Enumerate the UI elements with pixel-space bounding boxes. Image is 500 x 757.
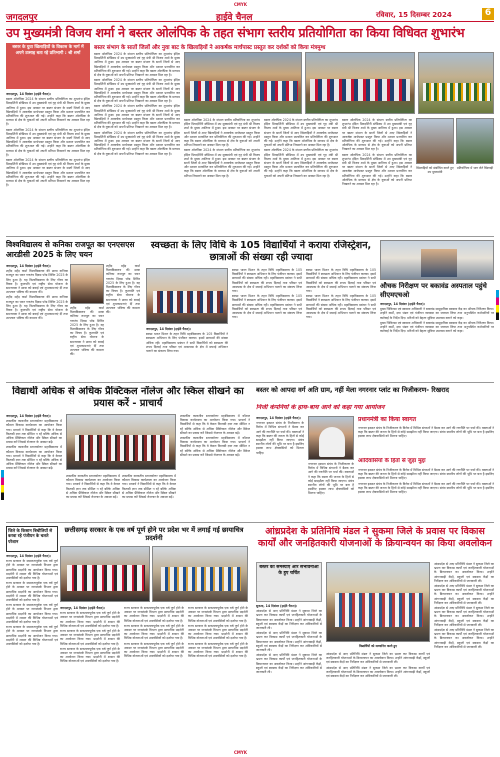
sukma-body-text-b: आंध्रप्रदेश से आए प्रतिनिधि मंडल ने सुकमा जिले का भ्रमण कर विकास कार्यों एवं जनहितकारी योजनाओं के क्रियान्वयन का अवलोकन किया। उन्होंने आंगनबाड़ी केंद्रों, स्कूलों एवं स्वास्थ्य केंद्रों का निरीक्षण कर अधिकारियों से जानकारी ली।	[256, 631, 322, 653]
farmer-body-text-d: राज्य सरकार के सफलतापूर्वक एक वर्ष पूर्ण होने के अवसर पर जनसंपर्क विभाग द्वारा छायाचित्र प्रदर्शनी का आयोजन किया गया। प्रदर्शनी में शासन की विभिन्न योजनाओं एवं उपलब्धियों को दर्शाया गया है।	[6, 625, 58, 647]
lead-body-text-repeat: बस्तर ओलंपिक 2024 के संभाग स्तरीय प्रतियोगिता का शुभारंभ इंदिरा प्रियदर्शिनी स्टेडियम में उप मुख्यमंत्री एवं गृह मंत्री श्री विजय शर्मा के मुख्य आतिथ्य में हुआ। इस अवसर पर बस्तर संभाग के सातों जिलों से आए खिलाड़ियों ने आकर्षक मार्चपास्ट प्रस्तुत किया और मशाल प्रज्वलित कर प्रतियोगिता की शुरुआत की गई। उन्होंने कहा कि बस्तर ओलंपिक के माध्यम से क्षेत्र के युवाओं को अपनी प्रतिभा निखारने का अवसर मिल रहा है।	[6, 127, 90, 157]
sukma-dateline: सुकमा, 14 दिसंबर (हाईवे चैनल)।	[256, 604, 298, 608]
swachhata-photo	[146, 268, 228, 324]
lead-photo-5	[456, 118, 494, 164]
kanika-dateline: जगदलपुर, 14 दिसंबर (हाईवे चैनल)।	[6, 264, 51, 268]
exhibition-body-a	[60, 606, 120, 750]
lead-body-text-col5: बस्तर ओलंपिक 2024 के संभाग स्तरीय प्रतियोगिता का शुभारंभ इंदिरा प्रियदर्शिनी स्टेडियम में उप मुख्यमंत्री एवं गृह मंत्री श्री विजय शर्मा के मुख्य आतिथ्य में हुआ। इस अवसर पर बस्तर संभाग के सातों जिलों से आए खिलाड़ियों ने आकर्षक मार्चपास्ट प्रस्तुत किया और मशाल प्रज्वलित कर प्रतियोगिता की शुरुआत की गई। उन्होंने कहा कि बस्तर ओलंपिक के माध्यम से क्षेत्र के युवाओं को अपनी प्रतिभा निखारने का अवसर मिल रहा है।	[342, 118, 412, 152]
masthead-city: जगदलपुर	[6, 13, 38, 23]
sukma-body-text-i: आंध्रप्रदेश से आए प्रतिनिधि मंडल ने सुकमा जिले का भ्रमण कर विकास कार्यों एवं जनहितकारी योजनाओं के क्रियान्वयन का अवलोकन किया। उन्होंने आंगनबाड़ी केंद्रों, स्कूलों एवं स्वास्थ्य केंद्रों का निरीक्षण कर अधिकारियों से जानकारी ली।	[434, 628, 494, 649]
lead-body-text-col4b: बस्तर ओलंपिक 2024 के संभाग स्तरीय प्रतियोगिता का शुभारंभ इंदिरा प्रियदर्शिनी स्टेडियम में उप मुख्यमंत्री एवं गृह मंत्री श्री विजय शर्मा के मुख्य आतिथ्य में हुआ। इस अवसर पर बस्तर संभाग के सातों जिलों से आए खिलाड़ियों ने आकर्षक मार्चपास्ट प्रस्तुत किया और मशाल प्रज्वलित कर प्रतियोगिता की शुरुआत की गई। उन्होंने कहा कि बस्तर ओलंपिक के माध्यम से क्षेत्र के युवाओं को अपनी प्रतिभा निखारने का अवसर मिल रहा है।	[264, 148, 338, 178]
farmer-body-text: राज्य सरकार के सफलतापूर्वक एक वर्ष पूर्ण होने के अवसर पर जनसंपर्क विभाग द्वारा छायाचित्र प्रदर्शनी का आयोजन किया गया। प्रदर्शनी में शासन की विभिन्न योजनाओं एवं उपलब्धियों को दर्शाया गया है।	[6, 559, 58, 581]
sukma-body-text-c: आंध्रप्रदेश से आए प्रतिनिधि मंडल ने सुकमा जिले का भ्रमण कर विकास कार्यों एवं जनहितकारी योजनाओं के क्रियान्वयन का अवलोकन किया। उन्होंने आंगनबाड़ी केंद्रों, स्कूलों एवं स्वास्थ्य केंद्रों का निरीक्षण कर अधिकारियों से जानकारी ली।	[256, 653, 322, 675]
nagarnar-sidebar-body2	[358, 468, 494, 520]
cmho-body	[380, 302, 494, 380]
sukma-body-text-e: आंध्रप्रदेश से आए प्रतिनिधि मंडल ने सुकमा जिले का भ्रमण कर विकास कार्यों एवं जनहितकारी योजनाओं के क्रियान्वयन का अवलोकन किया। उन्होंने आंगनबाड़ी केंद्रों, स्कूलों एवं स्वास्थ्य केंद्रों का निरीक्षण कर अधिकारियों से जानकारी ली।	[326, 665, 430, 679]
lead-body-col1	[6, 92, 90, 234]
swachhata-body-text-d: स्वच्छ भारत मिशन के तहत विधि महाविद्यालय के 105 विद्यार्थियों ने स्वच्छता अभियान के लिए पंजीयन कराया। इसमें छात्राओं की संख्या अधिक रही। महाविद्यालय प्रबंधन ने सभी विद्यार्थियों को स्वच्छता की शपथ दिलाई तथा परिसर एवं आसपास के क्षेत्र में सफाई अभियान चलाने का संकल्प लिया गया।	[306, 268, 376, 294]
principal-headline: विद्यार्थी अधिक से अधिक प्रैक्टिकल नॉलेज और स्किल सीखने का प्रयास करें - प्राचार्य	[12, 386, 244, 409]
page-number: 6	[482, 8, 494, 20]
nagarnar-body-b	[308, 462, 354, 520]
lead-body-text-col3b: बस्तर ओलंपिक 2024 के संभाग स्तरीय प्रतियोगिता का शुभारंभ इंदिरा प्रियदर्शिनी स्टेडियम में उप मुख्यमंत्री एवं गृह मंत्री श्री विजय शर्मा के मुख्य आतिथ्य में हुआ। इस अवसर पर बस्तर संभाग के सातों जिलों से आए खिलाड़ियों ने आकर्षक मार्चपास्ट प्रस्तुत किया और मशाल प्रज्वलित कर प्रतियोगिता की शुरुआत की गई। उन्होंने कहा कि बस्तर ओलंपिक के माध्यम से क्षेत्र के युवाओं को अपनी प्रतिभा निखारने का अवसर मिल रहा है।	[184, 148, 260, 178]
exhibition-photo-2	[152, 546, 248, 602]
exhibition-body-b	[124, 606, 184, 750]
exhibition-body-text-f: राज्य सरकार के सफलतापूर्वक एक वर्ष पूर्ण होने के अवसर पर जनसंपर्क विभाग द्वारा छायाचित्र प्रदर्शनी का आयोजन किया गया। प्रदर्शनी में शासन की विभिन्न योजनाओं एवं उपलब्धियों को दर्शाया गया है।	[124, 641, 184, 659]
sukma-photo	[326, 562, 430, 642]
sukma-body-c	[434, 562, 494, 750]
swachhata-body-b	[232, 268, 302, 380]
lead-body-col3	[184, 118, 260, 234]
principal-body-text-c: शासकीय काकतीय स्नातकोत्तर महाविद्यालय में कौशल विकास कार्यशाला का आयोजन किया गया। प्राचार्य ने विद्यार्थियों से कहा कि वे केवल किताबी ज्ञान तक सीमित न रहें बल्कि अधिक से अधिक प्रैक्टिकल नॉलेज और स्किल सीखने का प्रयास करें जिससे रोजगार के अवसर बढ़ें।	[66, 474, 120, 500]
lead-body-col4	[264, 118, 338, 234]
cmho-body-text-b: मुख्य चिकित्सा एवं स्वास्थ्य अधिकारी ने बकावंड सामुदायिक स्वास्थ्य केंद्र का औचक निरीक्षण किया। उन्होंने वार्डों, दवा भंडार एवं पंजीयन व्यवस्था का जायजा लिया तथा अनुपस्थित कर्मचारियों पर कार्रवाई के निर्देश दिए। मरीजों को बेहतर सुविधा उपलब्ध कराने को कहा।	[380, 320, 494, 334]
farmer-sidebar	[6, 526, 58, 552]
nagarnar-body-text: नगरनार इस्पात संयंत्र के निजीकरण के विरोध में विभिन्न संगठनों ने बैठक कर आगे की रणनीति पर चर्चा की। वक्ताओं ने कहा कि बस्तर की जनता के हितों से कोई समझौता नहीं किया जाएगा। संयंत्र स्थानीय लोगों की भूमि पर बना है इसलिए इसका लाभ क्षेत्रवासियों को मिलना चाहिए।	[256, 421, 304, 455]
lead-dateline: जगदलपुर, 14 दिसंबर (हाईवे चैनल)।	[6, 92, 51, 96]
sukma-body-text-g: आंध्रप्रदेश से आए प्रतिनिधि मंडल ने सुकमा जिले का भ्रमण कर विकास कार्यों एवं जनहितकारी योजनाओं के क्रियान्वयन का अवलोकन किया। उन्होंने आंगनबाड़ी केंद्रों, स्कूलों एवं स्वास्थ्य केंद्रों का निरीक्षण कर अधिकारियों से जानकारी ली।	[434, 584, 494, 605]
principal-body-c	[122, 474, 176, 520]
kanika-body-c	[70, 306, 104, 380]
lead-body-text-col3: बस्तर ओलंपिक 2024 के संभाग स्तरीय प्रतियोगिता का शुभारंभ इंदिरा प्रियदर्शिनी स्टेडियम में उप मुख्यमंत्री एवं गृह मंत्री श्री विजय शर्मा के मुख्य आतिथ्य में हुआ। इस अवसर पर बस्तर संभाग के सातों जिलों से आए खिलाड़ियों ने आकर्षक मार्चपास्ट प्रस्तुत किया और मशाल प्रज्वलित कर प्रतियोगिता की शुरुआत की गई। उन्होंने कहा कि बस्तर ओलंपिक के माध्यम से क्षेत्र के युवाओं को अपनी प्रतिभा निखारने का अवसर मिल रहा है।	[184, 118, 260, 148]
principal-body-text-d: शासकीय काकतीय स्नातकोत्तर महाविद्यालय में कौशल विकास कार्यशाला का आयोजन किया गया। प्राचार्य ने विद्यार्थियों से कहा कि वे केवल किताबी ज्ञान तक सीमित न रहें बल्कि अधिक से अधिक प्रैक्टिकल नॉलेज और स्किल सीखने का प्रयास करें जिससे रोजगार के अवसर बढ़ें।	[122, 474, 176, 500]
principal-body-text-b: शासकीय काकतीय स्नातकोत्तर महाविद्यालय में कौशल विकास कार्यशाला का आयोजन किया गया। प्राचार्य ने विद्यार्थियों से कहा कि वे केवल किताबी ज्ञान तक सीमित न रहें बल्कि अधिक से अधिक प्रैक्टिकल नॉलेज और स्किल सीखने का प्रयास करें जिससे रोजगार के अवसर बढ़ें।	[6, 445, 62, 471]
nagarnar-sidebar-body-text: नगरनार इस्पात संयंत्र के निजीकरण के विरोध में विभिन्न संगठनों ने बैठक कर आगे की रणनीति पर चर्चा की। वक्ताओं ने कहा कि बस्तर की जनता के हितों से कोई समझौता नहीं किया जाएगा। संयंत्र स्थानीय लोगों की भूमि पर बना है इसलिए इसका लाभ क्षेत्रवासियों को मिलना चाहिए।	[358, 426, 494, 439]
sukma-body-a	[256, 604, 322, 750]
lead-body-text: बस्तर ओलंपिक 2024 के संभाग स्तरीय प्रतियोगिता का शुभारंभ इंदिरा प्रियदर्शिनी स्टेडियम में उप मुख्यमंत्री एवं गृह मंत्री श्री विजय शर्मा के मुख्य आतिथ्य में हुआ। इस अवसर पर बस्तर संभाग के सातों जिलों से आए खिलाड़ियों ने आकर्षक मार्चपास्ट प्रस्तुत किया और मशाल प्रज्वलित कर प्रतियोगिता की शुरुआत की गई। उन्होंने कहा कि बस्तर ओलंपिक के माध्यम से क्षेत्र के युवाओं को अपनी प्रतिभा निखारने का अवसर मिल रहा है।	[6, 97, 90, 127]
swachhata-body-text-e: स्वच्छ भारत मिशन के तहत विधि महाविद्यालय के 105 विद्यार्थियों ने स्वच्छता अभियान के लिए पंजीयन कराया। इसमें छात्राओं की संख्या अधिक रही। महाविद्यालय प्रबंधन ने सभी विद्यार्थियों को स्वच्छता की शपथ दिलाई तथा परिसर एवं आसपास के क्षेत्र में सफाई अभियान चलाने का संकल्प लिया गया।	[306, 294, 376, 320]
lead-caption-2: प्रतियोगिता में भाग लेते खिलाड़ी	[456, 166, 494, 170]
cmho-photo	[380, 240, 494, 280]
swachhata-dateline: जगदलपुर, 14 दिसंबर (हाईवे चैनल)।	[146, 327, 191, 331]
farmer-body	[6, 554, 58, 750]
registration-marks-left	[1, 470, 4, 500]
lead-photo-3	[418, 52, 494, 114]
farmer-body-text-c: राज्य सरकार के सफलतापूर्वक एक वर्ष पूर्ण होने के अवसर पर जनसंपर्क विभाग द्वारा छायाचित्र प्रदर्शनी का आयोजन किया गया। प्रदर्शनी में शासन की विभिन्न योजनाओं एवं उपलब्धियों को दर्शाया गया है।	[6, 603, 58, 625]
kanika-body-text-d: शहीद महेंद्र कर्मा विश्वविद्यालय की छात्रा कनिका राजपूत का चयन गणतंत्र दिवस परेड शिविर 2025 के लिए हुआ है। यह विश्वविद्यालय के लिए गौरव का विषय है। कुलपति एवं राष्ट्रीय सेवा योजना के समन्वयक ने छात्रा को बधाई एवं शुभकामनाएं दीं तथा उज्ज्वल भविष्य की कामना की।	[70, 306, 104, 357]
lead-body-col5	[342, 118, 412, 234]
sukma-body-text-h: आंध्रप्रदेश से आए प्रतिनिधि मंडल ने सुकमा जिले का भ्रमण कर विकास कार्यों एवं जनहितकारी योजनाओं के क्रियान्वयन का अवलोकन किया। उन्होंने आंगनबाड़ी केंद्रों, स्कूलों एवं स्वास्थ्य केंद्रों का निरीक्षण कर अधिकारियों से जानकारी ली।	[434, 606, 494, 627]
exhibition-body-text-i: राज्य सरकार के सफलतापूर्वक एक वर्ष पूर्ण होने के अवसर पर जनसंपर्क विभाग द्वारा छायाचित्र प्रदर्शनी का आयोजन किया गया। प्रदर्शनी में शासन की विभिन्न योजनाओं एवं उपलब्धियों को दर्शाया गया है।	[188, 641, 248, 659]
lead-subhead: बस्तर संभाग के सातों जिलों और नुवा बाट के खिलाड़ियों ने आकर्षक मार्चपास्ट प्रस्तुत कर दर्शकों को किया मंत्रमुग्ध	[94, 45, 326, 51]
lead-sidebar-quote	[6, 43, 90, 89]
swachhata-body-text-b: स्वच्छ भारत मिशन के तहत विधि महाविद्यालय के 105 विद्यार्थियों ने स्वच्छता अभियान के लिए पंजीयन कराया। इसमें छात्राओं की संख्या अधिक रही। महाविद्यालय प्रबंधन ने सभी विद्यार्थियों को स्वच्छता की शपथ दिलाई तथा परिसर एवं आसपास के क्षेत्र में सफाई अभियान चलाने का संकल्प लिया गया।	[232, 268, 302, 294]
swachhata-headline: स्वच्छता के लिए विधि के 105 विद्यार्थियों ने कराया रजिस्ट्रेशन, छात्राओं की संख्या रही ज्यादा	[150, 240, 372, 263]
exhibition-body-text-c: राज्य सरकार के सफलतापूर्वक एक वर्ष पूर्ण होने के अवसर पर जनसंपर्क विभाग द्वारा छायाचित्र प्रदर्शनी का आयोजन किया गया। प्रदर्शनी में शासन की विभिन्न योजनाओं एवं उपलब्धियों को दर्शाया गया है।	[60, 646, 120, 664]
principal-body-text: शासकीय काकतीय स्नातकोत्तर महाविद्यालय में कौशल विकास कार्यशाला का आयोजन किया गया। प्राचार्य ने विद्यार्थियों से कहा कि वे केवल किताबी ज्ञान तक सीमित न रहें बल्कि अधिक से अधिक प्रैक्टिकल नॉलेज और स्किल सीखने का प्रयास करें जिससे रोजगार के अवसर बढ़ें।	[6, 419, 62, 445]
nagarnar-sidebar-body-text2: नगरनार इस्पात संयंत्र के निजीकरण के विरोध में विभिन्न संगठनों ने बैठक कर आगे की रणनीति पर चर्चा की। वक्ताओं ने कहा कि बस्तर की जनता के हितों से कोई समझौता नहीं किया जाएगा। संयंत्र स्थानीय लोगों की भूमि पर बना है इसलिए इसका लाभ क्षेत्रवासियों को मिलना चाहिए।	[358, 468, 494, 481]
divider-2	[6, 382, 494, 383]
kanika-headline: विश्वविद्यालय से कनिका राजपूत का एनएसएस आरडीसी 2025 के लिए चयन	[6, 240, 135, 259]
lead-photo-4	[416, 118, 454, 164]
nagarnar-headline: बस्तर को आपदा वर्ग अति ग्राम, नहीं मेला नगरनार प्लांट का निजीकरण- रिखराद	[256, 386, 450, 394]
lead-body-col2	[94, 52, 180, 234]
swachhata-body-a	[146, 327, 228, 379]
kanika-body-text: शहीद महेंद्र कर्मा विश्वविद्यालय की छात्रा कनिका राजपूत का चयन गणतंत्र दिवस परेड शिविर 2025 के लिए हुआ है। यह विश्वविद्यालय के लिए गौरव का विषय है। कुलपति एवं राष्ट्रीय सेवा योजना के समन्वयक ने छात्रा को बधाई एवं शुभकामनाएं दीं तथा उज्ज्वल भविष्य की कामना की।	[6, 269, 68, 295]
exhibition-body-text-d: राज्य सरकार के सफलतापूर्वक एक वर्ष पूर्ण होने के अवसर पर जनसंपर्क विभाग द्वारा छायाचित्र प्रदर्शनी का आयोजन किया गया। प्रदर्शनी में शासन की विभिन्न योजनाओं एवं उपलब्धियों को दर्शाया गया है।	[124, 606, 184, 623]
exhibition-body-text-b: राज्य सरकार के सफलतापूर्वक एक वर्ष पूर्ण होने के अवसर पर जनसंपर्क विभाग द्वारा छायाचित्र प्रदर्शनी का आयोजन किया गया। प्रदर्शनी में शासन की विभिन्न योजनाओं एवं उपलब्धियों को दर्शाया गया है।	[60, 629, 120, 646]
exhibition-body-c	[188, 606, 248, 750]
exhibition-body-text-g: राज्य सरकार के सफलतापूर्वक एक वर्ष पूर्ण होने के अवसर पर जनसंपर्क विभाग द्वारा छायाचित्र प्रदर्शनी का आयोजन किया गया। प्रदर्शनी में शासन की विभिन्न योजनाओं एवं उपलब्धियों को दर्शाया गया है।	[188, 606, 248, 623]
registration-marks-right	[496, 290, 499, 320]
cmyk-marker-bottom: CMYK	[234, 750, 247, 755]
sukma-body-text: आंध्रप्रदेश से आए प्रतिनिधि मंडल ने सुकमा जिले का भ्रमण कर विकास कार्यों एवं जनहितकारी योजनाओं के क्रियान्वयन का अवलोकन किया। उन्होंने आंगनबाड़ी केंद्रों, स्कूलों एवं स्वास्थ्य केंद्रों का निरीक्षण कर अधिकारियों से जानकारी ली।	[256, 609, 322, 631]
cmho-body-text: मुख्य चिकित्सा एवं स्वास्थ्य अधिकारी ने बकावंड सामुदायिक स्वास्थ्य केंद्र का औचक निरीक्षण किया। उन्होंने वार्डों, दवा भंडार एवं पंजीयन व्यवस्था का जायजा लिया तथा अनुपस्थित कर्मचारियों पर कार्रवाई के निर्देश दिए। मरीजों को बेहतर सुविधा उपलब्ध कराने को कहा।	[380, 307, 494, 320]
sukma-caption: विद्यार्थियों को सम्मानित करते हुए	[359, 644, 397, 648]
masthead	[6, 8, 494, 22]
masthead-date: रविवार, 15 दिसम्बर 2024	[376, 11, 452, 19]
cmyk-marker-top: CMYK	[234, 2, 247, 7]
principal-body-d	[180, 414, 250, 520]
exhibition-photo-1	[60, 546, 150, 602]
exhibition-body-text: राज्य सरकार के सफलतापूर्वक एक वर्ष पूर्ण होने के अवसर पर जनसंपर्क विभाग द्वारा छायाचित्र प्रदर्शनी का आयोजन किया गया। प्रदर्शनी में शासन की विभिन्न योजनाओं एवं उपलब्धियों को दर्शाया गया है।	[60, 611, 120, 628]
lead-caption-1: खिलाड़ियों को संबोधित करते हुए उप मुख्यमंत्री	[416, 166, 454, 175]
nagarnar-dateline: जगदलपुर, 14 दिसंबर (हाईवे चैनल)।	[256, 416, 301, 420]
lead-body-text-col4: बस्तर ओलंपिक 2024 के संभाग स्तरीय प्रतियोगिता का शुभारंभ इंदिरा प्रियदर्शिनी स्टेडियम में उप मुख्यमंत्री एवं गृह मंत्री श्री विजय शर्मा के मुख्य आतिथ्य में हुआ। इस अवसर पर बस्तर संभाग के सातों जिलों से आए खिलाड़ियों ने आकर्षक मार्चपास्ट प्रस्तुत किया और मशाल प्रज्वलित कर प्रतियोगिता की शुरुआत की गई। उन्होंने कहा कि बस्तर ओलंपिक के माध्यम से क्षेत्र के युवाओं को अपनी प्रतिभा निखारने का अवसर मिल रहा है।	[264, 118, 338, 148]
lead-body-text-col2b: बस्तर ओलंपिक 2024 के संभाग स्तरीय प्रतियोगिता का शुभारंभ इंदिरा प्रियदर्शिनी स्टेडियम में उप मुख्यमंत्री एवं गृह मंत्री श्री विजय शर्मा के मुख्य आतिथ्य में हुआ। इस अवसर पर बस्तर संभाग के सातों जिलों से आए खिलाड़ियों ने आकर्षक मार्चपास्ट प्रस्तुत किया और मशाल प्रज्वलित कर प्रतियोगिता की शुरुआत की गई। उन्होंने कहा कि बस्तर ओलंपिक के माध्यम से क्षेत्र के युवाओं को अपनी प्रतिभा निखारने का अवसर मिल रहा है।	[94, 78, 180, 104]
principal-body-b	[66, 474, 120, 520]
nagarnar-photo	[308, 416, 354, 460]
kanika-body-b	[106, 264, 140, 380]
sukma-body-text-d: आंध्रप्रदेश से आए प्रतिनिधि मंडल ने सुकमा जिले का भ्रमण कर विकास कार्यों एवं जनहितकारी योजनाओं के क्रियान्वयन का अवलोकन किया। उन्होंने आंगनबाड़ी केंद्रों, स्कूलों एवं स्वास्थ्य केंद्रों का निरीक्षण कर अधिकारियों से जानकारी ली।	[326, 652, 430, 665]
nagarnar-body-text-b: नगरनार इस्पात संयंत्र के निजीकरण के विरोध में विभिन्न संगठनों ने बैठक कर आगे की रणनीति पर चर्चा की। वक्ताओं ने कहा कि बस्तर की जनता के हितों से कोई समझौता नहीं किया जाएगा। संयंत्र स्थानीय लोगों की भूमि पर बना है इसलिए इसका लाभ क्षेत्रवासियों को मिलना चाहिए।	[308, 462, 354, 496]
lead-body-text-repeat2: बस्तर ओलंपिक 2024 के संभाग स्तरीय प्रतियोगिता का शुभारंभ इंदिरा प्रियदर्शिनी स्टेडियम में उप मुख्यमंत्री एवं गृह मंत्री श्री विजय शर्मा के मुख्य आतिथ्य में हुआ। इस अवसर पर बस्तर संभाग के सातों जिलों से आए खिलाड़ियों ने आकर्षक मार्चपास्ट प्रस्तुत किया और मशाल प्रज्वलित कर प्रतियोगिता की शुरुआत की गई। उन्होंने कहा कि बस्तर ओलंपिक के माध्यम से क्षेत्र के युवाओं को अपनी प्रतिभा निखारने का अवसर मिल रहा है।	[6, 158, 90, 188]
nagarnar-subhead: निजी कंपनियों के हाथ-बाथ आने को कहा गया आयोजन	[256, 404, 385, 411]
lead-body-text-col2d: बस्तर ओलंपिक 2024 के संभाग स्तरीय प्रतियोगिता का शुभारंभ इंदिरा प्रियदर्शिनी स्टेडियम में उप मुख्यमंत्री एवं गृह मंत्री श्री विजय शर्मा के मुख्य आतिथ्य में हुआ। इस अवसर पर बस्तर संभाग के सातों जिलों से आए खिलाड़ियों ने आकर्षक मार्चपास्ट प्रस्तुत किया और मशाल प्रज्वलित कर प्रतियोगिता की शुरुआत की गई। उन्होंने कहा कि बस्तर ओलंपिक के माध्यम से क्षेत्र के युवाओं को अपनी प्रतिभा निखारने का अवसर मिल रहा है।	[94, 130, 180, 156]
nagarnar-body-a	[256, 416, 304, 520]
exhibition-dateline: जगदलपुर, 14 दिसंबर (हाईवे चैनल)।	[60, 606, 105, 610]
lead-body-text-col2: बस्तर ओलंपिक 2024 के संभाग स्तरीय प्रतियोगिता का शुभारंभ इंदिरा प्रियदर्शिनी स्टेडियम में उप मुख्यमंत्री एवं गृह मंत्री श्री विजय शर्मा के मुख्य आतिथ्य में हुआ। इस अवसर पर बस्तर संभाग के सातों जिलों से आए खिलाड़ियों ने आकर्षक मार्चपास्ट प्रस्तुत किया और मशाल प्रज्वलित कर प्रतियोगिता की शुरुआत की गई। उन्होंने कहा कि बस्तर ओलंपिक के माध्यम से क्षेत्र के युवाओं को अपनी प्रतिभा निखारने का अवसर मिल रहा है।	[94, 52, 180, 78]
sukma-body-b	[326, 652, 430, 750]
lead-sidebar-quote-text: बस्तर के युवा खिलाड़ियों के विकास के मार्ग में अपने उत्साह बता रहे प्रतिभागी : श्री शर्मा	[12, 45, 84, 56]
principal-body-text-f: शासकीय काकतीय स्नातकोत्तर महाविद्यालय में कौशल विकास कार्यशाला का आयोजन किया गया। प्राचार्य ने विद्यार्थियों से कहा कि वे केवल किताबी ज्ञान तक सीमित न रहें बल्कि अधिक से अधिक प्रैक्टिकल नॉलेज और स्किल सीखने का प्रयास करें जिससे रोजगार के अवसर बढ़ें।	[180, 436, 250, 457]
nagarnar-sidebar-body-text3: नगरनार इस्पात संयंत्र के निजीकरण के विरोध में विभिन्न संगठनों ने बैठक कर आगे की रणनीति पर चर्चा की। वक्ताओं ने कहा कि बस्तर की जनता के हितों से कोई समझौता नहीं किया जाएगा। संयंत्र स्थानीय लोगों की भूमि पर बना है इसलिए इसका लाभ क्षेत्रवासियों को मिलना चाहिए।	[358, 481, 494, 495]
principal-body-a	[6, 414, 62, 520]
kanika-photo	[70, 264, 104, 304]
swachhata-body-text: स्वच्छ भारत मिशन के तहत विधि महाविद्यालय के 105 विद्यार्थियों ने स्वच्छता अभियान के लिए पंजीयन कराया। इसमें छात्राओं की संख्या अधिक रही। महाविद्यालय प्रबंधन ने सभी विद्यार्थियों को स्वच्छता की शपथ दिलाई तथा परिसर एवं आसपास के क्षेत्र में सफाई अभियान चलाने का संकल्प लिया गया।	[146, 332, 228, 354]
nagarnar-sidebar-title2: आदिवासियों के हितों से जुड़ा मुद्दा	[358, 458, 426, 464]
principal-photo	[66, 414, 176, 470]
lead-photo-2	[305, 52, 415, 114]
exhibition-headline: छत्तीसगढ़ सरकार के एक वर्ष पूर्ण होने पर प्रदेश भर में लगाई गई छायाचित्र प्रदर्शनी	[64, 526, 244, 543]
cmho-headline: औचक निरीक्षण पर बकावंड अस्पताल पहुंचे सीएमएचओ	[380, 282, 487, 299]
nagarnar-sidebar-body	[358, 426, 494, 456]
swachhata-body-c	[306, 268, 376, 380]
lead-body-text-col2c: बस्तर ओलंपिक 2024 के संभाग स्तरीय प्रतियोगिता का शुभारंभ इंदिरा प्रियदर्शिनी स्टेडियम में उप मुख्यमंत्री एवं गृह मंत्री श्री विजय शर्मा के मुख्य आतिथ्य में हुआ। इस अवसर पर बस्तर संभाग के सातों जिलों से आए खिलाड़ियों ने आकर्षक मार्चपास्ट प्रस्तुत किया और मशाल प्रज्वलित कर प्रतियोगिता की शुरुआत की गई। उन्होंने कहा कि बस्तर ओलंपिक के माध्यम से क्षेत्र के युवाओं को अपनी प्रतिभा निखारने का अवसर मिल रहा है।	[94, 104, 180, 130]
sukma-box	[256, 562, 322, 602]
divider-3	[6, 522, 494, 523]
swachhata-body-text-c: स्वच्छ भारत मिशन के तहत विधि महाविद्यालय के 105 विद्यार्थियों ने स्वच्छता अभियान के लिए पंजीयन कराया। इसमें छात्राओं की संख्या अधिक रही। महाविद्यालय प्रबंधन ने सभी विद्यार्थियों को स्वच्छता की शपथ दिलाई तथा परिसर एवं आसपास के क्षेत्र में सफाई अभियान चलाने का संकल्प लिया गया।	[232, 294, 302, 320]
lead-photo-1	[184, 52, 302, 114]
kanika-body-a	[6, 264, 68, 380]
sukma-body-text-f: आंध्रप्रदेश से आए प्रतिनिधि मंडल ने सुकमा जिले का भ्रमण कर विकास कार्यों एवं जनहितकारी योजनाओं के क्रियान्वयन का अवलोकन किया। उन्होंने आंगनबाड़ी केंद्रों, स्कूलों एवं स्वास्थ्य केंद्रों का निरीक्षण कर अधिकारियों से जानकारी ली।	[434, 562, 494, 583]
lead-headline: उप मुख्यमंत्री विजय शर्मा ने बस्तर ओलंपिक के तहत संभाग स्तरीय प्रतियोगिता का किया विधिवत शुभारंभ	[6, 25, 465, 40]
masthead-section: हाईवे चैनल	[216, 13, 253, 23]
exhibition-body-text-h: राज्य सरकार के सफलतापूर्वक एक वर्ष पूर्ण होने के अवसर पर जनसंपर्क विभाग द्वारा छायाचित्र प्रदर्शनी का आयोजन किया गया। प्रदर्शनी में शासन की विभिन्न योजनाओं एवं उपलब्धियों को दर्शाया गया है।	[188, 623, 248, 641]
farmer-body-text-b: राज्य सरकार के सफलतापूर्वक एक वर्ष पूर्ण होने के अवसर पर जनसंपर्क विभाग द्वारा छायाचित्र प्रदर्शनी का आयोजन किया गया। प्रदर्शनी में शासन की विभिन्न योजनाओं एवं उपलब्धियों को दर्शाया गया है।	[6, 581, 58, 603]
nagarnar-sidebar-title: प्रधानमंत्री का किया स्वागत	[358, 416, 417, 423]
divider-1	[6, 236, 494, 237]
farmer-sidebar-title: जिले के किसान बिचौलियों से करवा रहे पंजीयन के चलते परेशान	[8, 528, 53, 544]
principal-dateline: जगदलपुर, 14 दिसंबर (हाईवे चैनल)।	[6, 414, 51, 418]
kanika-body-text-c: शहीद महेंद्र कर्मा विश्वविद्यालय की छात्रा कनिका राजपूत का चयन गणतंत्र दिवस परेड शिविर 2025 के लिए हुआ है। यह विश्वविद्यालय के लिए गौरव का विषय है। कुलपति एवं राष्ट्रीय सेवा योजना के समन्वयक ने छात्रा को बधाई एवं शुभकामनाएं दीं तथा उज्ज्वल भविष्य की कामना की।	[106, 264, 140, 315]
kanika-body-text-b: शहीद महेंद्र कर्मा विश्वविद्यालय की छात्रा कनिका राजपूत का चयन गणतंत्र दिवस परेड शिविर 2025 के लिए हुआ है। यह विश्वविद्यालय के लिए गौरव का विषय है। कुलपति एवं राष्ट्रीय सेवा योजना के समन्वयक ने छात्रा को बधाई एवं शुभकामनाएं दीं तथा उज्ज्वल भविष्य की कामना की।	[6, 295, 68, 321]
exhibition-body-text-e: राज्य सरकार के सफलतापूर्वक एक वर्ष पूर्ण होने के अवसर पर जनसंपर्क विभाग द्वारा छायाचित्र प्रदर्शनी का आयोजन किया गया। प्रदर्शनी में शासन की विभिन्न योजनाओं एवं उपलब्धियों को दर्शाया गया है।	[124, 623, 184, 641]
cmho-dateline: जगदलपुर, 14 दिसंबर (हाईवे चैनल)।	[380, 302, 425, 306]
farmer-dateline: जगदलपुर, 14 दिसंबर (हाईवे चैनल)।	[6, 554, 51, 558]
sukma-headline: आंध्रप्रदेश के प्रतिनिधि मंडल ने सुकमा जिले के प्रवास पर विकास कार्यों और जनहितकारी योजनाओं के क्रियान्वयन का किया अवलोकन	[258, 526, 492, 549]
lead-body-text-col5b: बस्तर ओलंपिक 2024 के संभाग स्तरीय प्रतियोगिता का शुभारंभ इंदिरा प्रियदर्शिनी स्टेडियम में उप मुख्यमंत्री एवं गृह मंत्री श्री विजय शर्मा के मुख्य आतिथ्य में हुआ। इस अवसर पर बस्तर संभाग के सातों जिलों से आए खिलाड़ियों ने आकर्षक मार्चपास्ट प्रस्तुत किया और मशाल प्रज्वलित कर प्रतियोगिता की शुरुआत की गई। उन्होंने कहा कि बस्तर ओलंपिक के माध्यम से क्षेत्र के युवाओं को अपनी प्रतिभा निखारने का अवसर मिल रहा है।	[342, 152, 412, 187]
principal-body-text-e: शासकीय काकतीय स्नातकोत्तर महाविद्यालय में कौशल विकास कार्यशाला का आयोजन किया गया। प्राचार्य ने विद्यार्थियों से कहा कि वे केवल किताबी ज्ञान तक सीमित न रहें बल्कि अधिक से अधिक प्रैक्टिकल नॉलेज और स्किल सीखने का प्रयास करें जिससे रोजगार के अवसर बढ़ें।	[180, 414, 250, 435]
sukma-box-title: बस्तर की समस्याएं और संभावनाओं के हुए चर्चित	[259, 565, 319, 576]
